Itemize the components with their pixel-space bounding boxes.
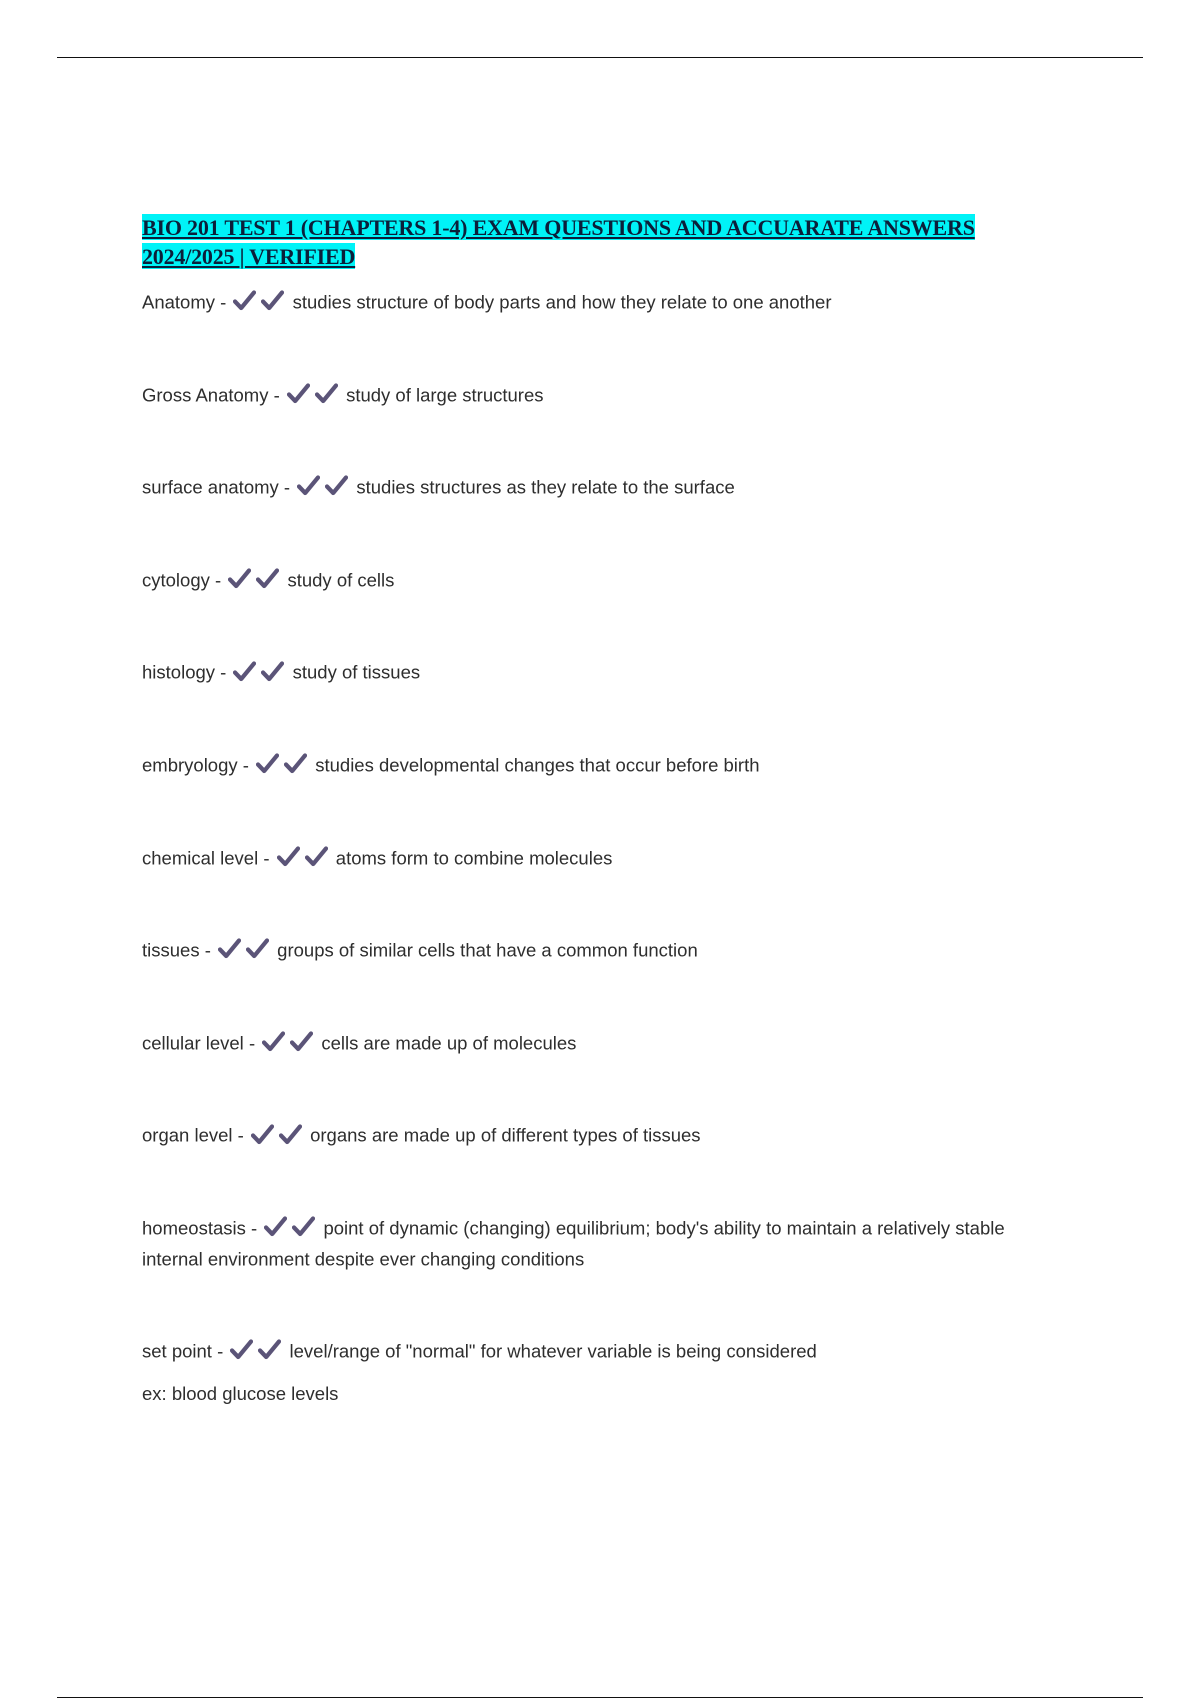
list-item — [142, 1212, 1062, 1273]
entry-separator: - — [263, 847, 270, 869]
check-icon — [228, 567, 251, 589]
entry-separator: - — [204, 939, 211, 961]
check-icon — [279, 1123, 302, 1145]
entry-term: Anatomy — [142, 291, 216, 313]
entry-term: tissues — [142, 939, 200, 961]
check-icon — [277, 845, 300, 867]
entry-term: embryology — [142, 754, 238, 776]
entry-definition: cells are made up of molecules — [321, 1032, 577, 1054]
document-body — [142, 213, 1062, 1408]
check-icon — [264, 1215, 287, 1237]
top-rule — [57, 57, 1143, 58]
list-item — [142, 656, 1062, 687]
entry-term: cytology — [142, 569, 210, 591]
flashcard-list — [142, 286, 1062, 1366]
check-icon — [287, 382, 310, 404]
check-icon — [251, 1123, 274, 1145]
check-icon — [233, 289, 256, 311]
list-item — [142, 1335, 1062, 1366]
entry-term: surface anatomy — [142, 476, 279, 498]
entry-definition: atoms form to combine molecules — [335, 847, 613, 869]
entry-definition: study of cells — [287, 569, 395, 591]
list-item — [142, 749, 1062, 780]
entry-separator: - — [273, 384, 280, 406]
title-line-1: BIO 201 TEST 1 (CHAPTERS 1-4) EXAM QUESTIONS AND ACCUARATE ANSWERS — [142, 215, 975, 240]
check-icon — [292, 1215, 315, 1237]
entry-separator: - — [242, 754, 249, 776]
entry-definition: studies structure of body parts and how they relate to one another — [292, 291, 832, 313]
entry-term: homeostasis — [142, 1217, 246, 1239]
list-item — [142, 1119, 1062, 1150]
entry-separator: - — [251, 1217, 258, 1239]
entry-separator: - — [283, 476, 291, 498]
list-item — [142, 842, 1062, 873]
check-icon — [261, 289, 284, 311]
list-item — [142, 286, 1062, 317]
entry-definition: study of tissues — [292, 662, 421, 684]
list-item — [142, 471, 1062, 502]
entry-separator: - — [215, 569, 222, 591]
document-title — [142, 213, 1062, 271]
entry-definition: studies developmental changes that occur before birth — [315, 754, 760, 776]
entry-term: set point — [142, 1340, 212, 1362]
check-icon — [218, 937, 241, 959]
entry-definition: point of dynamic (changing) equilibrium; body's ability to maintain a relatively stable internal environment despite ever changing conditions — [142, 1217, 1005, 1270]
title-line-2: 2024/2025 | VERIFIED — [142, 244, 356, 269]
check-icon — [256, 752, 279, 774]
list-item — [142, 1027, 1062, 1058]
entry-separator: - — [220, 662, 227, 684]
entry-separator: - — [248, 1032, 256, 1054]
entry-term: organ level — [142, 1125, 233, 1147]
check-icon — [325, 474, 348, 496]
check-icon — [246, 937, 269, 959]
check-icon — [262, 1030, 285, 1052]
entry-term: chemical level — [142, 847, 259, 869]
check-icon — [256, 567, 279, 589]
check-icon — [315, 382, 338, 404]
check-icon — [233, 660, 256, 682]
check-icon — [230, 1338, 253, 1360]
check-icon — [305, 845, 328, 867]
entry-definition: study of large structures — [346, 384, 544, 406]
list-item — [142, 379, 1062, 410]
list-item — [142, 564, 1062, 595]
entry-definition: groups of similar cells that have a common function — [277, 939, 698, 961]
bottom-rule — [57, 1697, 1143, 1698]
entry-definition: organs are made up of different types of tissues — [310, 1125, 701, 1147]
check-icon — [290, 1030, 313, 1052]
check-icon — [261, 660, 284, 682]
entry-separator: - — [237, 1125, 244, 1147]
entry-term: histology — [142, 662, 216, 684]
entry-definition: level/range of "normal" for whatever variable is being considered — [289, 1340, 817, 1362]
entry-separator: - — [217, 1340, 224, 1362]
set-point-example: ex: blood glucose levels — [142, 1382, 339, 1404]
entry-term: Gross Anatomy — [142, 384, 269, 406]
entry-term: cellular level — [142, 1032, 244, 1054]
entry-definition: studies structures as they relate to the surface — [356, 476, 735, 498]
list-item — [142, 934, 1062, 965]
entry-separator: - — [220, 291, 227, 313]
check-icon — [297, 474, 320, 496]
check-icon — [284, 752, 307, 774]
check-icon — [258, 1338, 281, 1360]
